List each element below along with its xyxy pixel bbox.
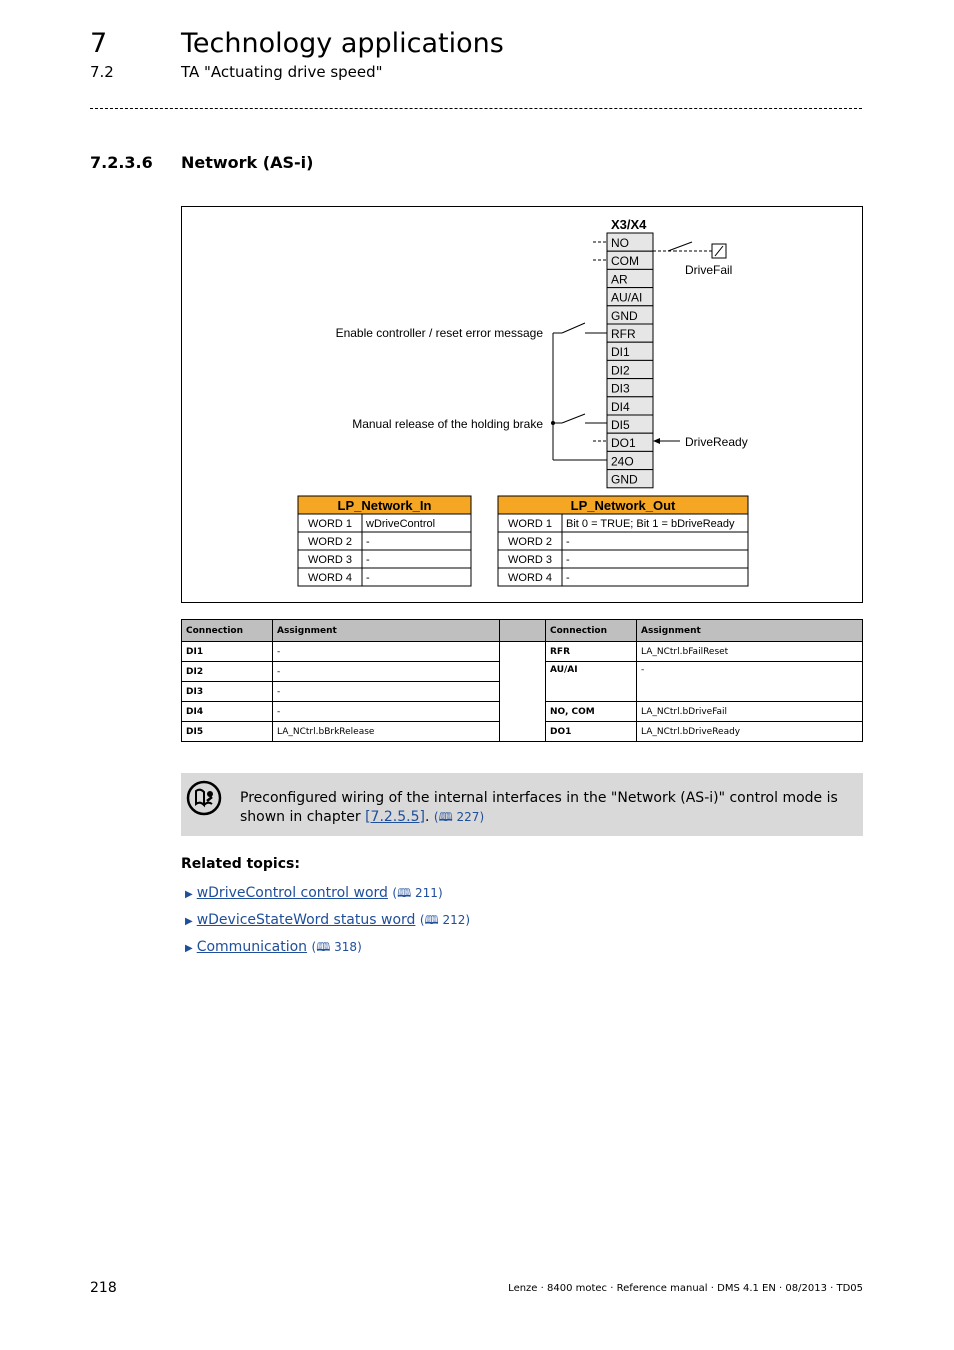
page-ref[interactable]: (🕮 211) (392, 886, 443, 900)
connection-cell: DI1 (182, 642, 273, 662)
related-item[interactable] (185, 911, 470, 932)
related-item[interactable] (185, 938, 362, 959)
header-spacer (500, 620, 546, 642)
connection-cell: DI2 (182, 662, 273, 682)
terminal-label: DO1 (611, 436, 636, 451)
terminal-label: AR (611, 272, 628, 287)
network-word-label: WORD 1 (508, 518, 552, 530)
terminal-label: NO (611, 236, 629, 250)
connection-table-header (182, 620, 863, 642)
drivefail-relay (653, 242, 726, 258)
network-value-label: - (566, 554, 570, 566)
related-topics-heading: Related topics: (181, 856, 300, 872)
connection-cell: DI4 (182, 702, 273, 722)
network-value-label: wDriveControl (366, 518, 436, 530)
terminal-label: DI3 (611, 381, 630, 396)
terminal-block (607, 233, 653, 488)
header-connection: Connection (546, 620, 637, 642)
terminal-label: AU/AI (611, 290, 643, 305)
network-value-label: - (366, 554, 370, 566)
network-value-cell (562, 532, 748, 550)
terminal-label: GND (611, 472, 638, 487)
terminal-label: DI4 (611, 399, 630, 414)
drivefail-label: DriveFail (685, 263, 733, 277)
network-word-label: WORD 4 (308, 572, 352, 584)
terminal-label: DI2 (611, 363, 630, 378)
network-word-label: WORD 4 (508, 572, 552, 584)
page-ref[interactable]: (🕮 318) (311, 940, 362, 954)
brake-label: Manual release of the holding brake (352, 417, 543, 431)
connection-cell: RFR (546, 642, 637, 662)
network-value-label: Bit 0 = TRUE; Bit 1 = bDriveReady (566, 518, 735, 530)
network-value-cell (562, 568, 748, 586)
assignment-cell: - (273, 642, 500, 662)
arrow-right-icon: ▶ (185, 943, 193, 954)
connection-cell: DI3 (182, 682, 273, 702)
chapter-link[interactable]: [7.2.5.5] (365, 809, 425, 825)
chapter-title: Technology applications (181, 28, 504, 59)
terminal-label: DI1 (611, 345, 630, 360)
table-row (182, 642, 863, 662)
page-number: 218 (90, 1280, 117, 1296)
document-info: Lenze · 8400 motec · Reference manual · DMS 4.1 EN · 08/2013 · TD05 (508, 1283, 863, 1294)
chapter-number: 7 (90, 28, 108, 59)
reference-book-icon (185, 779, 223, 817)
assignment-cell: - (273, 682, 500, 702)
network-value-label: - (366, 572, 370, 584)
note-text-after: . (424, 809, 434, 825)
terminal-label: GND (611, 308, 638, 323)
assignment-cell: LA_NCtrl.bDriveFail (637, 702, 863, 722)
related-link[interactable]: Communication (196, 939, 308, 955)
driveready-label: DriveReady (685, 435, 748, 449)
terminal-label: DI5 (611, 418, 630, 432)
terminal-label: COM (611, 254, 639, 269)
wiring-diagram-svg (182, 207, 862, 602)
network-word-label: WORD 2 (508, 536, 552, 548)
header-divider (90, 108, 862, 109)
network-in-table (298, 496, 471, 586)
section-number: 7.2 (90, 63, 114, 81)
terminal-label: 24O (611, 454, 634, 469)
terminal-block-label: X3/X4 (611, 217, 647, 232)
connection-cell: NO, COM (546, 702, 637, 722)
network-out-table (498, 496, 748, 586)
connection-cell: AU/AI (546, 662, 637, 702)
related-link[interactable]: wDeviceStateWord status word (196, 912, 416, 928)
wiring-diagram (181, 206, 863, 603)
network-value-cell (362, 550, 471, 568)
note-box (181, 773, 863, 836)
section-title: TA "Actuating drive speed" (181, 63, 383, 81)
assignment-cell: LA_NCtrl.bFailReset (637, 642, 863, 662)
network-word-label: WORD 3 (508, 554, 552, 566)
terminal-label: RFR (611, 327, 636, 341)
brake-switch (562, 414, 585, 423)
page-ref[interactable]: (🕮 212) (419, 913, 471, 927)
related-link[interactable]: wDriveControl control word (196, 885, 388, 901)
spacer-cell (500, 642, 546, 742)
connection-cell: DI5 (182, 722, 273, 742)
network-word-label: WORD 1 (308, 518, 352, 530)
enable-label: Enable controller / reset error message (335, 326, 543, 340)
assignment-cell: LA_NCtrl.bBrkRelease (273, 722, 500, 742)
network-value-cell (362, 568, 471, 586)
enable-switch (562, 323, 585, 333)
assignment-cell: - (273, 662, 500, 682)
subsection-title: Network (AS-i) (181, 153, 314, 172)
connection-table (181, 619, 863, 742)
network-value-cell (562, 550, 748, 568)
assignment-cell: - (637, 662, 863, 702)
assignment-cell: - (273, 702, 500, 722)
network-value-label: - (566, 536, 570, 548)
network-value-label: - (366, 536, 370, 548)
related-item[interactable] (185, 884, 443, 905)
arrow-right-icon: ▶ (185, 916, 193, 927)
network-value-cell (362, 532, 471, 550)
note-text-before: Preconfigured wiring of the internal interfaces in the "Network (AS-i)" control mode is shown in chapter (240, 790, 838, 825)
header-connection: Connection (182, 620, 273, 642)
network-word-label: WORD 3 (308, 554, 352, 566)
assignment-cell: LA_NCtrl.bDriveReady (637, 722, 863, 742)
network-table-title: LP_Network_In (337, 498, 432, 513)
subsection-number: 7.2.3.6 (90, 153, 153, 172)
network-word-label: WORD 2 (308, 536, 352, 548)
connection-cell: DO1 (546, 722, 637, 742)
header-assignment: Assignment (273, 620, 500, 642)
page-ref-link[interactable]: (🕮 227) (433, 810, 485, 824)
arrow-right-icon: ▶ (185, 889, 193, 900)
header-assignment: Assignment (637, 620, 863, 642)
note-text (240, 789, 850, 827)
network-table-title: LP_Network_Out (570, 498, 676, 513)
network-value-label: - (566, 572, 570, 584)
